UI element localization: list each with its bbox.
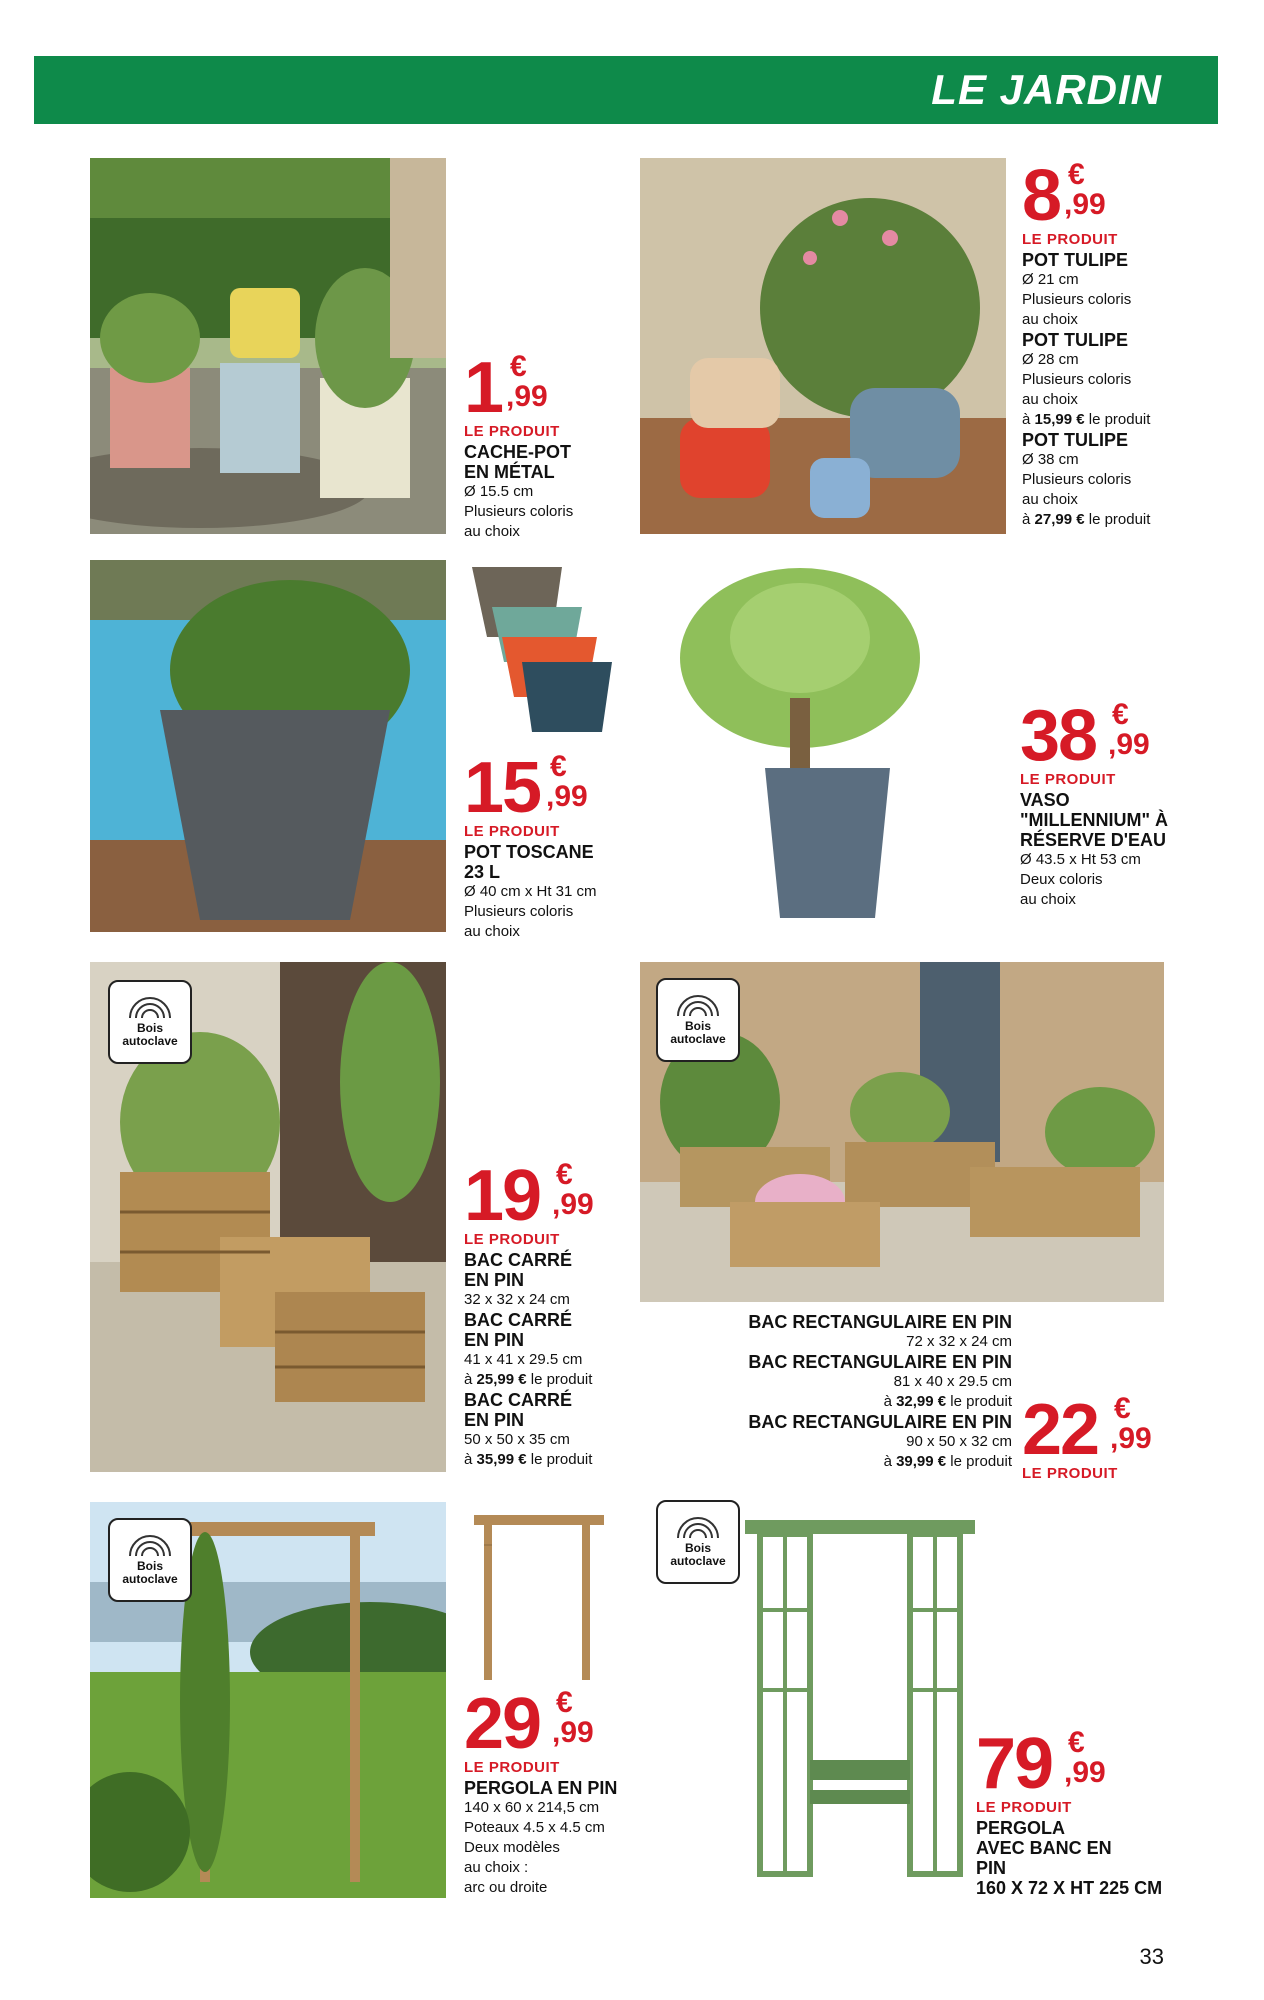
currency: € <box>556 1158 573 1191</box>
price <box>464 1684 614 1764</box>
bac-rect-price <box>1022 1390 1182 1484</box>
wood-rings-icon <box>126 988 174 1020</box>
badge-label: Bois autoclave <box>670 1541 726 1568</box>
product-name: BAC CARRÉ EN PIN <box>464 1390 572 1430</box>
price-cents: ,99 <box>1064 1756 1106 1789</box>
price-integer: 19 <box>464 1156 541 1236</box>
le-produit-label: LE PRODUIT <box>464 1759 560 1776</box>
price-cents: ,99 <box>1064 188 1106 221</box>
cache-pot-photo <box>90 158 446 534</box>
wood-rings-icon <box>674 1508 722 1540</box>
bois-autoclave-badge <box>108 980 192 1064</box>
product-name: PERGOLA EN PIN <box>464 1778 618 1798</box>
product-name: PERGOLA AVEC BANC EN PIN <box>976 1818 1112 1878</box>
price <box>976 1724 1126 1804</box>
bois-autoclave-badge <box>108 1518 192 1602</box>
section-title: LE JARDIN <box>931 66 1162 113</box>
currency: € <box>510 350 527 383</box>
price-cents: ,99 <box>1108 728 1150 761</box>
product-name: VASO "MILLENNIUM" À RÉSERVE D'EAU <box>1020 790 1169 850</box>
product-desc: Ø 21 cm Plusieurs coloris au choix <box>1022 271 1132 328</box>
pergola-info <box>464 1684 644 1898</box>
wood-rings-icon <box>126 1526 174 1558</box>
price-cents: ,99 <box>552 1716 594 1749</box>
product-desc: Ø 15.5 cm Plusieurs coloris au choix <box>464 483 574 540</box>
product-desc: Ø 28 cm Plusieurs coloris au choix à 15,99 € le produit <box>1022 350 1222 430</box>
bois-autoclave-badge <box>656 978 740 1062</box>
currency: € <box>1068 1726 1085 1759</box>
le-produit-label: LE PRODUIT <box>464 823 560 840</box>
price-integer: 8 <box>1022 156 1061 236</box>
currency: € <box>1112 698 1129 731</box>
product-desc: 140 x 60 x 214,5 cm Poteaux 4.5 x 4.5 cm Deux modèles au choix : arc ou droite <box>464 1799 605 1896</box>
product-name: POT TULIPE <box>1022 330 1129 350</box>
pot-tulipe-info <box>1022 156 1222 530</box>
product-name: POT TULIPE <box>1022 250 1129 270</box>
product-desc: 41 x 41 x 29.5 cm à 25,99 € le produit <box>464 1350 644 1390</box>
product-desc: Ø 38 cm Plusieurs coloris au choix à 27,99 € le produit <box>1022 450 1222 530</box>
product-desc: Ø 40 cm x Ht 31 cm Plusieurs coloris au choix <box>464 883 597 940</box>
pergola-banc-photo <box>740 1510 980 1880</box>
product-name: BAC CARRÉ EN PIN <box>464 1250 572 1290</box>
le-produit-label: LE PRODUIT <box>976 1799 1072 1816</box>
badge-label: Bois autoclave <box>122 1021 178 1048</box>
product-desc: 50 x 50 x 35 cm à 35,99 € le produit <box>464 1430 644 1470</box>
price-integer: 79 <box>976 1724 1053 1804</box>
price <box>1020 696 1170 776</box>
variant-price: à 32,99 € le produit <box>883 1393 1012 1410</box>
product-desc: 90 x 50 x 32 cm à 39,99 € le produit <box>712 1432 1012 1472</box>
pot-toscane-info <box>464 748 644 942</box>
le-produit-label: LE PRODUIT <box>1022 231 1118 248</box>
le-produit-label: LE PRODUIT <box>464 1231 560 1248</box>
price-integer: 22 <box>1022 1390 1099 1470</box>
price-cents: ,99 <box>1110 1422 1152 1455</box>
price <box>464 1156 614 1236</box>
price <box>1022 156 1132 236</box>
pot-toscane-small-photo <box>462 562 612 737</box>
price-cents: ,99 <box>552 1188 594 1221</box>
pergola-banc-info <box>976 1724 1216 1898</box>
product-dimensions: 160 X 72 X HT 225 CM <box>976 1878 1163 1898</box>
product-desc: 32 x 32 x 24 cm <box>464 1291 570 1308</box>
price <box>464 348 574 428</box>
variant-price: à 35,99 € le produit <box>464 1451 593 1468</box>
product-name: POT TULIPE <box>1022 430 1129 450</box>
product-name: BAC RECTANGULAIRE EN PIN <box>748 1412 1012 1432</box>
currency: € <box>556 1686 573 1719</box>
badge-label: Bois autoclave <box>670 1019 726 1046</box>
price-cents: ,99 <box>506 380 548 413</box>
wood-rings-icon <box>674 986 722 1018</box>
pergola-small-photo <box>464 1505 614 1685</box>
product-desc: 81 x 40 x 29.5 cm à 32,99 € le produit <box>712 1372 1012 1412</box>
product-name: BAC RECTANGULAIRE EN PIN <box>748 1352 1012 1372</box>
variant-price: à 15,99 € le produit <box>1022 411 1151 428</box>
product-name: CACHE-POT EN MÉTAL <box>464 442 571 482</box>
le-produit-label: LE PRODUIT <box>1020 771 1116 788</box>
price-integer: 15 <box>464 748 541 828</box>
page-number: 33 <box>1139 1944 1164 1969</box>
price <box>464 748 604 828</box>
price-integer: 38 <box>1020 696 1097 776</box>
bois-autoclave-badge <box>656 1500 740 1584</box>
currency: € <box>1114 1392 1131 1425</box>
product-desc: 72 x 32 x 24 cm <box>906 1333 1012 1350</box>
price-cents: ,99 <box>546 780 588 813</box>
currency: € <box>1068 158 1085 191</box>
bac-carre-info <box>464 1156 644 1470</box>
currency: € <box>550 750 567 783</box>
variant-price: à 39,99 € le produit <box>883 1453 1012 1470</box>
product-name: BAC CARRÉ EN PIN <box>464 1310 572 1350</box>
price-integer: 29 <box>464 1684 541 1764</box>
bac-rect-info <box>712 1312 1012 1472</box>
product-name: POT TOSCANE 23 L <box>464 842 594 882</box>
cache-pot-info <box>464 348 624 542</box>
le-produit-label: LE PRODUIT <box>1022 1465 1118 1482</box>
section-header <box>34 56 1218 124</box>
vaso-info <box>1020 696 1220 910</box>
product-name: BAC RECTANGULAIRE EN PIN <box>748 1312 1012 1332</box>
badge-label: Bois autoclave <box>122 1559 178 1586</box>
price <box>1022 1390 1172 1470</box>
price-integer: 1 <box>464 348 503 428</box>
variant-price: à 25,99 € le produit <box>464 1371 593 1388</box>
variant-price: à 27,99 € le produit <box>1022 511 1151 528</box>
vaso-photo <box>670 548 930 928</box>
pot-toscane-photo <box>90 560 446 932</box>
le-produit-label: LE PRODUIT <box>464 423 560 440</box>
pot-tulipe-photo <box>640 158 1006 534</box>
product-desc: Ø 43.5 x Ht 53 cm Deux coloris au choix <box>1020 851 1141 908</box>
